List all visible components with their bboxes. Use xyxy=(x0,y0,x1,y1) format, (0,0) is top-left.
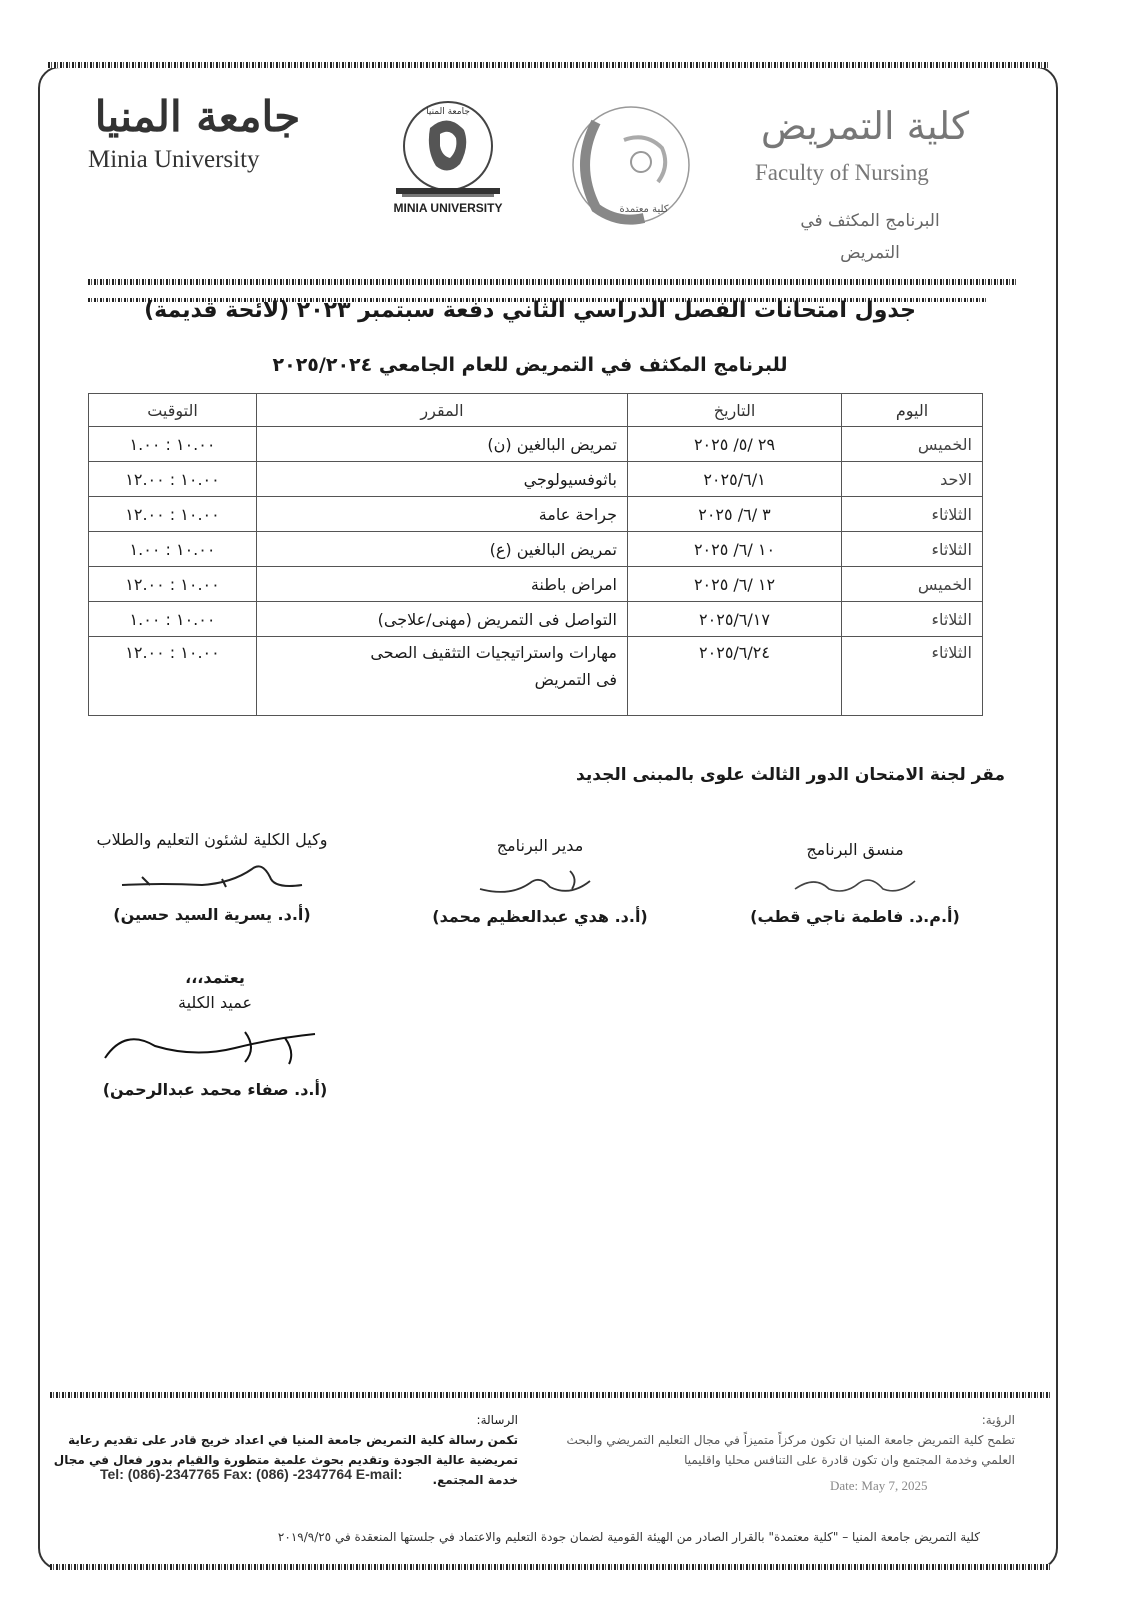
coordinator-role: منسق البرنامج xyxy=(806,840,904,859)
dean-name: (أ.د. صفاء محمد عبدالرحمن) xyxy=(102,1080,328,1099)
table-row xyxy=(89,602,983,637)
vision-text: تطمح كلية التمريض جامعة المنيا ان تكون مركزاً متميزاً في مجال التعليم التمريضي والبحث العلمي وخدمة المجتمع وان تكون قادرة على التنافس محليا واقليميا xyxy=(566,1433,1015,1467)
coordinator-name: (أ.م.د. فاطمة ناجي قطب) xyxy=(750,907,960,926)
dean-signature xyxy=(85,1018,345,1074)
header-date: التاريخ xyxy=(628,394,842,427)
uni-logo-arabic-text: جامعة المنيا xyxy=(426,107,470,117)
contact-info: Tel: (086)-2347765 Fax: (086) -2347764 E-mail: xyxy=(100,1466,403,1482)
table-row xyxy=(89,497,983,532)
coordinator-signature xyxy=(775,865,935,901)
cell-day: الثلاثاء xyxy=(842,602,983,637)
cell-day: الثلاثاء xyxy=(842,532,983,567)
dean-signature-block xyxy=(80,968,350,1099)
cell-course: تمريض البالغين (ع) xyxy=(257,532,628,567)
cell-day: الثلاثاء xyxy=(842,497,983,532)
header-course: المقرر xyxy=(257,394,628,427)
cell-course: التواصل فى التمريض (مهنى/علاجى) xyxy=(257,602,628,637)
director-role: مدير البرنامج xyxy=(496,836,584,855)
table-header-row xyxy=(89,394,983,427)
cell-course-line2: فى التمريض xyxy=(534,670,617,689)
bottom-rule xyxy=(50,1564,1050,1570)
cell-date: ١٢ /٦/ ٢٠٢٥ xyxy=(628,567,842,602)
cell-day: الخميس xyxy=(842,427,983,462)
table-row xyxy=(89,637,983,716)
cell-time: ١٠.٠٠ : ١٢.٠٠ xyxy=(89,567,257,602)
exam-schedule-table xyxy=(88,393,983,716)
university-name-arabic: جامعة المنيا xyxy=(94,92,301,141)
program-name xyxy=(760,205,980,269)
cell-date: ١٠ /٦/ ٢٠٢٥ xyxy=(628,532,842,567)
header-day: اليوم xyxy=(842,394,983,427)
director-signature-block xyxy=(420,836,660,926)
cell-course xyxy=(257,637,628,716)
header-time: التوقيت xyxy=(89,394,257,427)
cell-date: ٢٠٢٥/٦/١٧ xyxy=(628,602,842,637)
cell-course: باثوفسيولوجي xyxy=(257,462,628,497)
cell-time: ١٠.٠٠ : ١.٠٠ xyxy=(89,532,257,567)
header-rule xyxy=(88,279,1018,285)
vice-dean-name: (أ.د. يسرية السيد حسين) xyxy=(113,905,311,924)
cell-date: ٢٠٢٥/٦/٢٤ xyxy=(628,637,842,716)
vice-dean-role: وكيل الكلية لشئون التعليم والطلاب xyxy=(96,830,328,849)
cell-time: ١٠.٠٠ : ١.٠٠ xyxy=(89,427,257,462)
cell-course-line1: مهارات واستراتيجيات التثقيف الصحى xyxy=(370,643,617,662)
approval-label: يعتمد،،، xyxy=(185,968,245,987)
vision-title: الرؤية: xyxy=(981,1413,1015,1427)
table-row xyxy=(89,462,983,497)
table-row xyxy=(89,567,983,602)
program-name-line2: التمريض xyxy=(840,243,900,263)
director-signature xyxy=(460,861,620,901)
vision-statement xyxy=(545,1410,1015,1470)
faculty-accreditation-logo xyxy=(566,100,696,230)
cell-date: ٢٠٢٥/٦/١ xyxy=(628,462,842,497)
schedule-title: جدول امتحانات الفصل الدراسي الثاني دفعة سبتمبر ٢٠٢٣ (لائحة قديمة) xyxy=(144,298,916,323)
director-name: (أ.د. هدي عبدالعظيم محمد) xyxy=(432,907,648,926)
cell-date: ٣ /٦/ ٢٠٢٥ xyxy=(628,497,842,532)
coordinator-signature-block xyxy=(740,840,970,926)
mission-text: تكمن رسالة كلية التمريض جامعة المنيا في اعداد خريج قادر على تقديم رعاية تمريضية عالية الجودة وتقديم بحوث علمية متطورة والقيام بدور فعال في مجال خدمة المجتمع. xyxy=(53,1433,518,1487)
cell-course: جراحة عامة xyxy=(257,497,628,532)
program-name-line1: البرنامج المكثف في xyxy=(800,211,940,231)
table-row xyxy=(89,532,983,567)
cell-time: ١٠.٠٠ : ١.٠٠ xyxy=(89,602,257,637)
cell-day: الثلاثاء xyxy=(842,637,983,716)
page-frame xyxy=(38,66,1058,1570)
exam-location-note: مقر لجنة الامتحان الدور الثالث علوى بالمبنى الجديد xyxy=(576,765,1005,785)
cell-day: الاحد xyxy=(842,462,983,497)
minia-university-logo xyxy=(378,98,518,218)
cell-time: ١٠.٠٠ : ١٢.٠٠ xyxy=(89,462,257,497)
cell-time: ١٠.٠٠ : ١٢.٠٠ xyxy=(89,497,257,532)
faculty-name-english: Faculty of Nursing xyxy=(755,160,929,185)
fac-logo-arabic-text: كلية معتمدة xyxy=(619,204,669,215)
cell-day: الخميس xyxy=(842,567,983,602)
table-row xyxy=(89,427,983,462)
document-date: Date: May 7, 2025 xyxy=(830,1478,928,1493)
university-name-english: Minia University xyxy=(88,146,260,173)
cell-date: ٢٩ /٥/ ٢٠٢٥ xyxy=(628,427,842,462)
uni-logo-english-text: MINIA UNIVERSITY xyxy=(393,201,503,215)
footer-rule xyxy=(50,1392,1050,1398)
vice-dean-signature xyxy=(102,855,322,899)
cell-course: تمريض البالغين (ن) xyxy=(257,427,628,462)
dean-role: عميد الكلية xyxy=(178,993,252,1012)
cell-course: امراض باطنة xyxy=(257,567,628,602)
mission-title: الرسالة: xyxy=(476,1413,518,1427)
top-rule xyxy=(48,62,1048,68)
cell-time: ١٠.٠٠ : ١٢.٠٠ xyxy=(89,637,257,716)
vice-dean-signature-block xyxy=(62,830,362,924)
faculty-name-arabic: كلية التمريض xyxy=(760,104,970,148)
schedule-subtitle: للبرنامج المكثف في التمريض للعام الجامعي ٢٠٢٥/٢٠٢٤ xyxy=(272,354,788,376)
accreditation-note: كلية التمريض جامعة المنيا – "كلية معتمدة" بالقرار الصادر من الهيئة القومية لضمان جودة التعليم والاعتماد في جلستها المنعقدة في ٢٠١٩/٩/٢٥ xyxy=(277,1530,980,1544)
